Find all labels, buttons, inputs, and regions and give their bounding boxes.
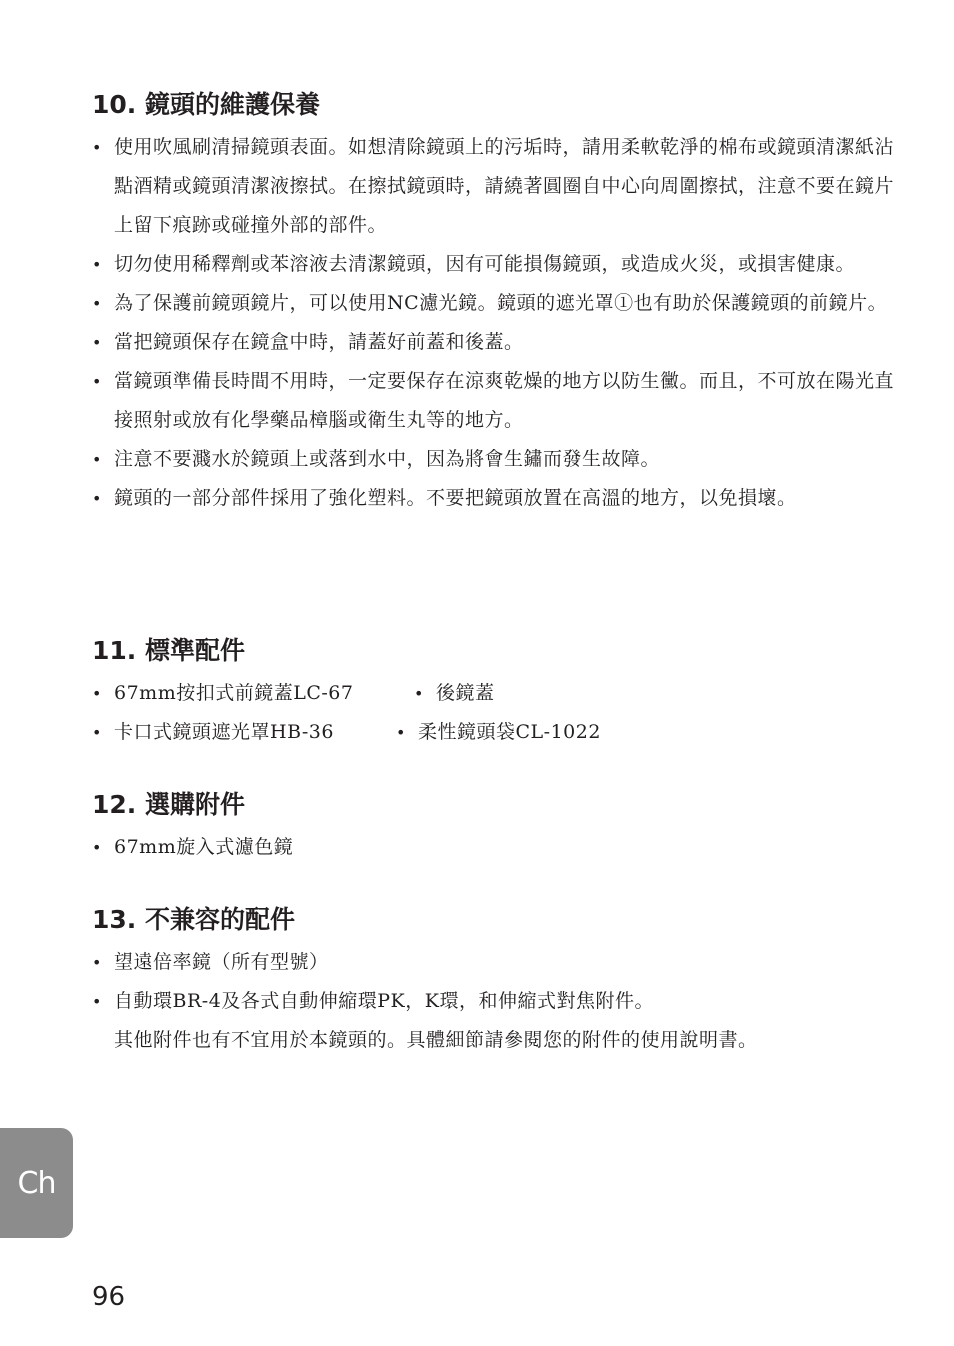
bullet-icon: • — [396, 723, 406, 742]
section-heading: 10. 鏡頭的維護保養 — [92, 90, 320, 119]
accessory-row — [92, 674, 904, 713]
bullet-icon: • — [92, 489, 102, 508]
page-number: 96 — [92, 1282, 126, 1312]
section-optional-accessories — [92, 788, 904, 867]
list-item — [92, 245, 904, 284]
list-item-text: 67mm旋入式濾色鏡 — [114, 836, 294, 858]
section-incompatible-accessories — [92, 903, 904, 1060]
bullet-icon: • — [92, 333, 102, 352]
list-item — [92, 674, 353, 713]
bullet-icon: • — [414, 684, 424, 703]
bullet-icon: • — [92, 684, 102, 703]
bullet-icon: • — [92, 992, 102, 1011]
accessory-row — [92, 713, 904, 752]
list-item — [92, 479, 904, 518]
list-item-text: 當鏡頭準備長時間不用時，一定要保存在涼爽乾燥的地方以防生黴。而且，不可放在陽光直接照射或放有化學藥品樟腦或衛生丸等的地方。 — [114, 370, 895, 431]
section-standard-accessories — [92, 634, 904, 752]
section-heading: 12. 選購附件 — [92, 790, 245, 819]
section-heading: 13. 不兼容的配件 — [92, 905, 295, 934]
language-tab — [0, 1128, 73, 1238]
note-text: 其他附件也有不宜用於本鏡頭的。具體細節請參閱您的附件的使用說明書。 — [114, 1029, 758, 1051]
list-item — [92, 323, 904, 362]
list-item — [396, 713, 601, 752]
list-item-text: 67mm按扣式前鏡蓋LC-67 — [114, 682, 354, 704]
list-item-text: 為了保護前鏡頭鏡片，可以使用NC濾光鏡。鏡頭的遮光罩①也有助於保護鏡頭的前鏡片。 — [114, 292, 888, 314]
list-item-text: 使用吹風刷清掃鏡頭表面。如想清除鏡頭上的污垢時，請用柔軟乾淨的棉布或鏡頭清潔紙沾點酒精或鏡頭清潔液擦拭。在擦拭鏡頭時，請繞著圓圈自中心向周圍擦拭，注意不要在鏡片上留下痕跡或碰撞外部的部件。 — [114, 136, 895, 236]
list-item — [92, 982, 904, 1021]
list-item-text: 當把鏡頭保存在鏡盒中時，請蓋好前蓋和後蓋。 — [114, 331, 524, 353]
bullet-icon: • — [92, 838, 102, 857]
bullet-list — [92, 828, 904, 867]
list-item-text: 卡口式鏡頭遮光罩HB-36 — [114, 721, 334, 743]
bullet-icon: • — [92, 294, 102, 313]
bullet-list — [92, 128, 904, 518]
list-item — [92, 284, 904, 323]
bullet-icon: • — [92, 450, 102, 469]
bullet-icon: • — [92, 953, 102, 972]
bullet-icon: • — [92, 723, 102, 742]
list-item-text: 後鏡蓋 — [436, 682, 495, 704]
list-item — [92, 362, 904, 440]
list-item-text: 柔性鏡頭袋CL-1022 — [418, 721, 601, 743]
section-heading: 11. 標準配件 — [92, 636, 245, 665]
list-item — [92, 828, 904, 867]
list-item-text: 望遠倍率鏡（所有型號） — [114, 951, 329, 973]
bullet-icon: • — [92, 255, 102, 274]
list-item-text: 自動環BR-4及各式自動伸縮環PK，K環，和伸縮式對焦附件。 — [114, 990, 654, 1012]
bullet-icon: • — [92, 138, 102, 157]
list-item — [92, 128, 904, 245]
list-item-text: 注意不要濺水於鏡頭上或落到水中，因為將會生鏽而發生故障。 — [114, 448, 661, 470]
list-item — [92, 943, 904, 982]
list-item — [92, 713, 334, 752]
list-item — [414, 674, 495, 713]
language-tab-label: Ch — [17, 1165, 56, 1201]
bullet-list — [92, 943, 904, 1021]
list-item-text: 鏡頭的一部分部件採用了強化塑料。不要把鏡頭放置在高溫的地方，以免損壞。 — [114, 487, 797, 509]
list-item — [92, 440, 904, 479]
section-lens-care — [92, 88, 904, 518]
bullet-icon: • — [92, 372, 102, 391]
list-item-text: 切勿使用稀釋劑或苯溶液去清潔鏡頭，因有可能損傷鏡頭，或造成火災，或損害健康。 — [114, 253, 856, 275]
